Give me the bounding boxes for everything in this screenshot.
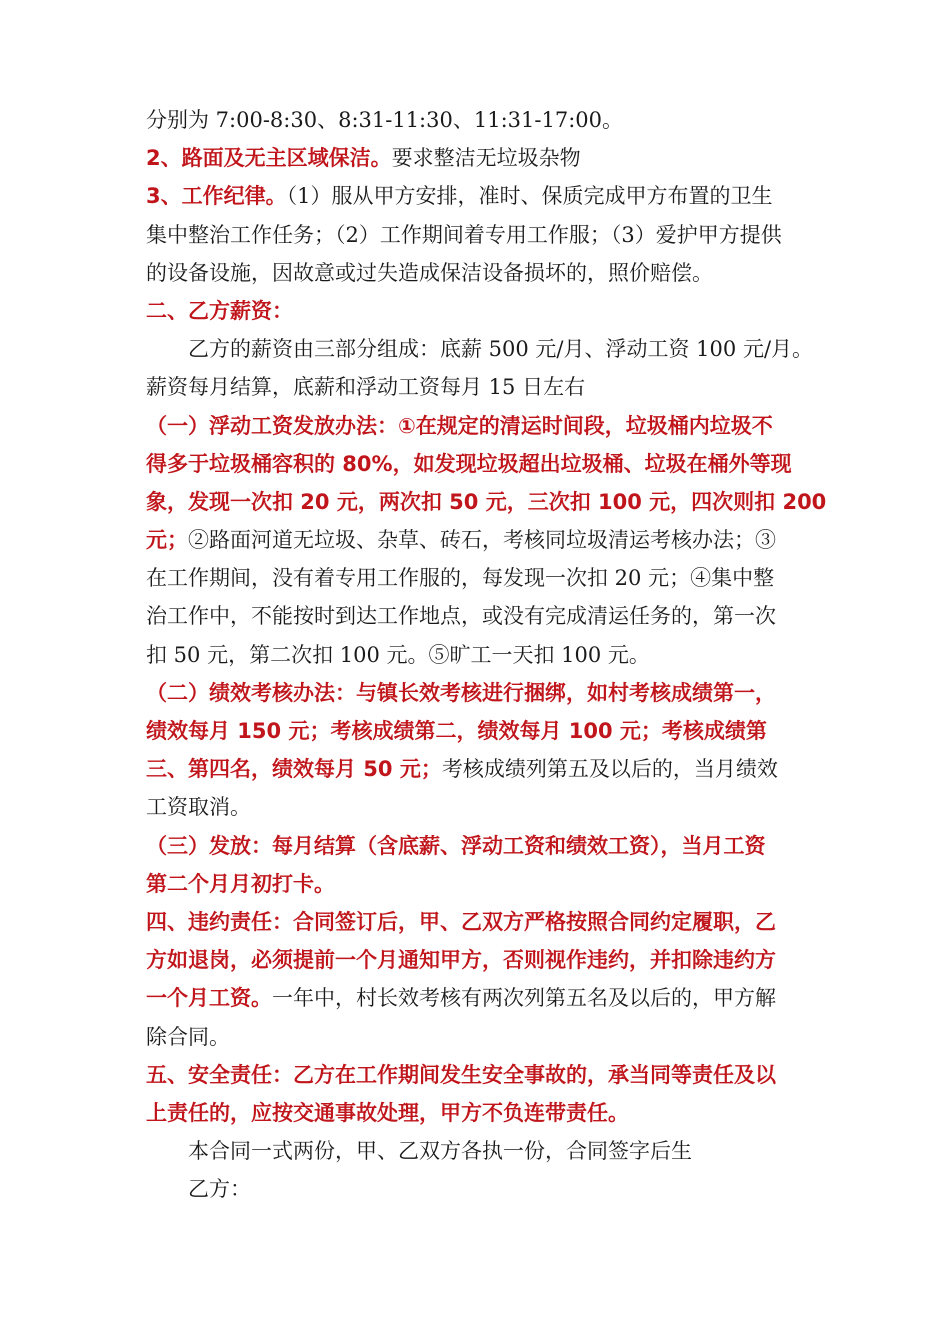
text-line — [146, 597, 818, 635]
text-line — [146, 407, 818, 445]
highlighted-text: （一）浮动工资发放办法：①在规定的清运时间段，垃圾桶内垃圾不 — [146, 413, 773, 438]
body-text: 要求整洁无垃圾杂物 — [391, 146, 581, 171]
highlighted-text: 得多于垃圾桶容积的 80%，如发现垃圾超出垃圾桶、垃圾在桶外等现 — [146, 451, 792, 476]
text-line — [146, 903, 818, 941]
highlighted-text: 二、乙方薪资： — [146, 298, 293, 323]
text-line — [146, 445, 818, 483]
body-text: 分别为 7:00-8:30、8:31-11:30、11:31-17:00。 — [146, 108, 623, 132]
text-line — [146, 827, 818, 865]
text-line — [146, 674, 818, 712]
text-line — [146, 292, 818, 330]
highlighted-text: 一个月工资。 — [146, 986, 272, 1011]
text-line — [146, 1018, 818, 1056]
text-line — [146, 216, 818, 254]
text-line — [146, 368, 818, 406]
highlighted-text: 上责任的，应按交通事故处理，甲方不负连带责任。 — [146, 1100, 629, 1125]
highlighted-text: 元； — [146, 528, 188, 553]
highlighted-text: 第二个月月初打卡。 — [146, 871, 335, 896]
text-line — [146, 177, 818, 215]
highlighted-text: 五、安全责任：乙方在工作期间发生安全事故的，承当同等责任及以 — [146, 1062, 776, 1087]
highlighted-text: 象，发现一次扣 20 元，两次扣 50 元，三次扣 100 元，四次则扣 200 — [146, 489, 827, 514]
body-text: ②路面河道无垃圾、杂草、砖石，考核同垃圾清运考核办法；③ — [188, 528, 776, 553]
body-text: 工资取消。 — [146, 795, 251, 820]
highlighted-text: 四、违约责任：合同签订后，甲、乙双方严格按照合同约定履职，乙 — [146, 909, 776, 934]
highlighted-text: 3、工作纪律。 — [146, 184, 287, 209]
body-text: 在工作期间，没有着专用工作服的，每发现一次扣 20 元；④集中整 — [146, 566, 775, 591]
text-line — [146, 330, 818, 368]
text-line — [146, 979, 818, 1017]
text-line — [146, 788, 818, 826]
body-text: 集中整治工作任务；（2）工作期间着专用工作服；（3）爱护甲方提供 — [146, 222, 782, 247]
body-text: 的设备设施，因故意或过失造成保洁设备损坏的，照价赔偿。 — [146, 260, 713, 285]
text-line — [146, 139, 818, 177]
text-line — [146, 636, 818, 674]
highlighted-text: 2、路面及无主区域保洁。 — [146, 146, 392, 171]
body-text: 一年中，村长效考核有两次列第五名及以后的，甲方解 — [272, 986, 776, 1011]
highlighted-text: （三）发放：每月结算（含底薪、浮动工资和绩效工资），当月工资 — [146, 833, 766, 858]
text-line — [146, 1094, 818, 1132]
body-text: 治工作中，不能按时到达工作地点，或没有完成清运任务的，第一次 — [146, 604, 776, 629]
text-line — [146, 1132, 818, 1170]
highlighted-text: 方如退岗，必须提前一个月通知甲方，否则视作违约，并扣除违约方 — [146, 948, 776, 973]
body-text: 除合同。 — [146, 1024, 230, 1049]
body-text: 薪资每月结算，底薪和浮动工资每月 15 日左右 — [146, 375, 586, 400]
text-line — [146, 559, 818, 597]
document-page — [146, 101, 827, 1208]
body-text: 本合同一式两份，甲、乙双方各执一份，合同签字后生 — [188, 1139, 692, 1164]
body-text: 乙方的薪资由三部分组成：底薪 500 元/月、浮动工资 100 元/月。 — [188, 337, 814, 362]
text-line — [146, 712, 818, 750]
text-line — [146, 941, 818, 979]
text-line — [146, 254, 818, 292]
text-line — [146, 865, 818, 903]
body-text: 扣 50 元，第二次扣 100 元。⑤旷工一天扣 100 元。 — [146, 642, 650, 667]
text-line — [146, 1170, 818, 1208]
text-line — [146, 101, 818, 139]
text-line — [146, 521, 818, 559]
body-text: （1）服从甲方安排，准时、保质完成甲方布置的卫生 — [286, 184, 773, 209]
highlighted-text: 绩效每月 150 元；考核成绩第二，绩效每月 100 元；考核成绩第 — [146, 719, 767, 743]
text-line — [146, 483, 827, 521]
text-line — [146, 750, 818, 788]
highlighted-text: （二）绩效考核办法：与镇长效考核进行捆绑，如村考核成绩第一， — [146, 680, 776, 705]
body-text: 乙方： — [188, 1177, 251, 1202]
body-text: 考核成绩列第五及以后的，当月绩效 — [441, 757, 778, 782]
highlighted-text: 三、第四名，绩效每月 50 元； — [146, 757, 442, 782]
text-line — [146, 1056, 818, 1094]
